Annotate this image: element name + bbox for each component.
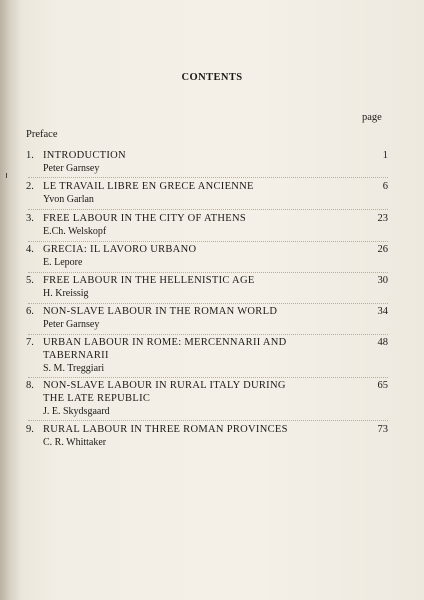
entry-number: 1.	[26, 150, 34, 161]
entry-title	[43, 244, 343, 257]
entry-separator	[28, 177, 388, 178]
toc-entry-3	[26, 213, 388, 239]
toc-entry-8	[26, 380, 388, 419]
entry-title-line: RURAL LABOUR IN THREE ROMAN PROVINCES	[43, 424, 288, 435]
entry-page-number: 23	[377, 213, 388, 224]
entry-number: 6.	[26, 306, 34, 317]
entry-title	[43, 181, 343, 194]
entry-title	[43, 424, 343, 437]
entry-author: J. E. Skydsgaard	[43, 406, 110, 417]
entry-separator	[28, 303, 388, 304]
entry-separator	[28, 209, 388, 210]
entry-title-line: LE TRAVAIL LIBRE EN GRECE ANCIENNE	[43, 181, 254, 192]
entry-author: E. Lepore	[43, 257, 83, 268]
entry-title-line: THE LATE REPUBLIC	[43, 392, 151, 404]
entry-separator	[28, 334, 388, 335]
entry-title-line: INTRODUCTION	[43, 150, 126, 161]
entry-title-line: FREE LABOUR IN THE HELLENISTIC AGE	[43, 275, 255, 286]
entry-title-line: URBAN LABOUR IN ROME: MERCENNARII AND	[43, 337, 287, 348]
entry-title	[43, 337, 343, 362]
toc-entry-5	[26, 275, 388, 301]
entry-title	[43, 275, 343, 288]
entry-page-number: 34	[377, 306, 388, 317]
entry-title	[43, 213, 343, 226]
entry-title-line: NON-SLAVE LABOUR IN THE ROMAN WORLD	[43, 306, 278, 317]
entry-number: 5.	[26, 275, 34, 286]
toc-entry-7	[26, 337, 388, 376]
entry-number: 9.	[26, 424, 34, 435]
entry-author: Peter Garnsey	[43, 319, 100, 330]
toc-entry-4	[26, 244, 388, 270]
entry-page-number: 73	[377, 424, 388, 435]
entry-author: E.Ch. Welskopf	[43, 226, 107, 237]
entry-number: 3.	[26, 213, 34, 224]
entry-page-number: 48	[377, 337, 388, 348]
entry-author: Yvon Garlan	[43, 194, 94, 205]
entry-number: 8.	[26, 380, 34, 391]
entry-title-line: TABERNARII	[43, 349, 109, 361]
toc-entry-2	[26, 181, 388, 207]
contents-heading: CONTENTS	[181, 72, 243, 83]
toc-entry-9	[26, 424, 388, 450]
entry-author: S. M. Treggiari	[43, 363, 105, 374]
entry-author: Peter Garnsey	[43, 163, 100, 174]
entry-separator	[28, 241, 388, 242]
entry-page-number: 26	[377, 244, 388, 255]
entry-title	[43, 306, 343, 319]
entry-number: 4.	[26, 244, 34, 255]
preface-entry: Preface	[26, 129, 58, 140]
entry-separator	[28, 377, 388, 378]
entry-title-line: FREE LABOUR IN THE CITY OF ATHENS	[43, 213, 246, 224]
entry-number: 7.	[26, 337, 34, 348]
page-column-label: page	[362, 112, 382, 123]
entry-page-number: 30	[377, 275, 388, 286]
entry-title	[43, 150, 343, 163]
entry-title-line: NON-SLAVE LABOUR IN RURAL ITALY DURING	[43, 380, 286, 391]
toc-entry-1	[26, 150, 388, 176]
entry-separator	[28, 272, 388, 273]
entry-page-number: 65	[377, 380, 388, 391]
toc-entry-6	[26, 306, 388, 332]
entry-page-number: 1	[382, 150, 388, 161]
entry-author: C. R. Whittaker	[43, 437, 107, 448]
entry-author: H. Kreissig	[43, 288, 89, 299]
entry-page-number: 6	[382, 181, 388, 192]
margin-mark	[6, 173, 7, 178]
entry-number: 2.	[26, 181, 34, 192]
entry-title	[43, 380, 343, 405]
entry-separator	[28, 420, 388, 421]
entry-title-line: GRECIA: IL LAVORO URBANO	[43, 244, 197, 255]
